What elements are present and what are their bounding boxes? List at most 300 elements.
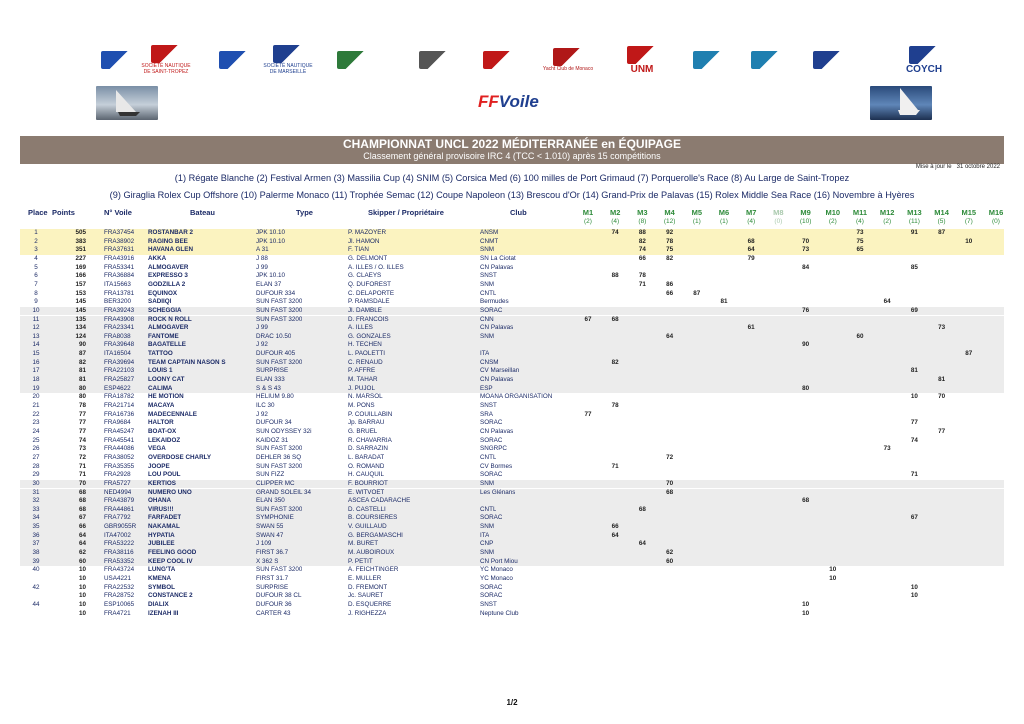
table-row <box>20 540 1004 549</box>
race-score-cell: 71 <box>611 462 619 470</box>
col-race: M1 <box>582 208 594 217</box>
place-cell: 21 <box>32 402 40 409</box>
table-row <box>20 238 1004 247</box>
place-cell: 33 <box>32 505 40 513</box>
skipper-cell: L. PAOLETTI <box>348 350 385 358</box>
skipper-cell: P. COUILLABIN <box>348 410 393 418</box>
boat-name-cell: SCHEGGIA <box>148 306 182 314</box>
boat-name-cell: JUBILEE <box>148 540 175 548</box>
flag-icon <box>693 51 723 69</box>
table-row <box>20 480 1004 489</box>
table-row <box>20 428 1004 437</box>
col-race-coef: (7) <box>964 218 973 225</box>
race-score-cell: 77 <box>584 410 592 418</box>
boat-name-cell: BOAT-OX <box>148 427 177 435</box>
boat-type-cell: SYMPHONIE <box>256 514 294 522</box>
club-cell: CNMT <box>480 237 499 245</box>
place-cell: 12 <box>32 324 40 332</box>
voile-cell: FRA28752 <box>104 592 135 600</box>
points-cell: 70 <box>78 479 86 487</box>
race-score-cell: 81 <box>938 376 946 384</box>
race-score-cell: 92 <box>666 229 674 236</box>
regional-logo <box>802 40 854 80</box>
voile-cell: ESP10065 <box>104 600 135 608</box>
voile-cell: FRA18782 <box>104 393 135 401</box>
col-skipper: Skipper / Propriétaire <box>368 208 444 217</box>
place-cell: 16 <box>32 358 40 366</box>
points-cell: 62 <box>78 549 86 557</box>
boat-name-cell: LUNG'TA <box>148 566 176 574</box>
skipper-cell: O. ROMAND <box>348 462 385 470</box>
boat-name-cell: SADIIQI <box>148 298 172 306</box>
col-race: M10 <box>825 208 841 217</box>
race-score-cell: 64 <box>747 246 755 254</box>
sailboat-icon <box>870 86 932 120</box>
voile-cell: FRA39648 <box>104 341 135 349</box>
club-cell: SNM <box>480 332 494 340</box>
voile-cell: FRA37454 <box>104 229 135 236</box>
page-number: 1/2 <box>506 698 518 707</box>
boat-type-cell: JPK 10.10 <box>256 229 286 236</box>
race-score-cell: 10 <box>910 583 918 591</box>
skipper-cell: D. ESQUERRE <box>348 600 392 608</box>
points-cell: 74 <box>78 436 86 444</box>
boat-name-cell: HE MOTION <box>148 393 184 401</box>
table-row <box>20 246 1004 255</box>
place-cell: 27 <box>32 453 40 461</box>
points-cell: 72 <box>78 453 86 461</box>
race-score-cell: 66 <box>666 289 674 297</box>
place-cell: 23 <box>32 419 40 427</box>
place-cell: 5 <box>34 263 38 271</box>
table-row <box>20 549 1004 558</box>
club-cell: CNP <box>480 540 494 548</box>
voile-cell: FRA4721 <box>104 609 131 617</box>
points-cell: 77 <box>78 419 86 427</box>
place-cell: 34 <box>32 514 40 522</box>
points-cell: 71 <box>78 462 86 470</box>
col-race-coef: (1) <box>692 218 701 225</box>
voile-cell: ITA16504 <box>104 350 131 358</box>
club-cell: SORAC <box>480 583 503 591</box>
race-score-cell: 70 <box>666 479 674 487</box>
table-row <box>20 341 1004 350</box>
title-band <box>20 136 1004 164</box>
points-cell: 68 <box>78 505 86 513</box>
flag-icon <box>627 46 657 64</box>
race-score-cell: 10 <box>965 237 973 245</box>
voile-cell: FRA43879 <box>104 497 135 505</box>
points-cell: 169 <box>75 263 86 271</box>
skipper-cell: G. DELMONT <box>348 254 388 262</box>
race-score-cell: 72 <box>666 453 674 461</box>
sailboat-icon <box>96 86 158 120</box>
voile-cell: NED4994 <box>104 488 132 496</box>
col-bateau: Bateau <box>190 208 216 217</box>
boat-type-cell: J 92 <box>256 341 268 349</box>
boat-name-cell: CONSTANCE 2 <box>148 592 193 600</box>
boat-name-cell: IZENAH III <box>148 609 179 617</box>
boat-name-cell: ROSTANBAR 2 <box>148 229 194 236</box>
col-race-coef: (10) <box>799 218 812 225</box>
boat-name-cell: LOONY CAT <box>148 376 185 384</box>
skipper-cell: G. CLAEYS <box>348 272 382 280</box>
table-row <box>20 272 1004 281</box>
race-score-cell: 71 <box>910 471 918 479</box>
boat-name-cell: ROCK N ROLL <box>148 315 192 323</box>
skipper-cell: P. MAZOYER <box>348 229 387 236</box>
table-row <box>20 523 1004 532</box>
place-cell: 3 <box>34 246 38 254</box>
race-score-cell: 60 <box>666 557 674 565</box>
col-race: M6 <box>718 208 730 217</box>
place-cell: 1 <box>34 229 38 236</box>
club-cell: SNM <box>480 479 494 487</box>
table-row <box>20 506 1004 515</box>
place-cell: 9 <box>34 298 38 306</box>
boat-type-cell: SUN FAST 3200 <box>256 566 303 574</box>
boat-type-cell: J 109 <box>256 540 272 548</box>
points-cell: 77 <box>78 410 86 418</box>
points-cell: 64 <box>78 531 86 539</box>
boat-name-cell: ALMOGAVER <box>148 324 189 332</box>
points-cell: 67 <box>78 514 86 522</box>
compagnie-logo <box>408 40 460 80</box>
table-row <box>20 584 1004 593</box>
voile-cell: FRA13781 <box>104 289 135 297</box>
boat-type-cell: GRAND SOLEIL 34 <box>256 488 312 496</box>
boat-type-cell: SURPRISE <box>256 367 289 375</box>
points-cell: 81 <box>78 367 86 375</box>
place-cell: 28 <box>32 462 40 470</box>
boat-type-cell: JPK 10.10 <box>256 272 286 280</box>
boat-name-cell: LOU POUL <box>148 471 181 479</box>
col-points: Points <box>52 208 75 217</box>
place-cell: 13 <box>32 332 40 340</box>
points-cell: 145 <box>75 306 86 314</box>
col-type: Type <box>296 208 313 217</box>
boat-type-cell: FIRST 31.7 <box>256 575 289 582</box>
points-cell: 153 <box>75 289 86 297</box>
page-subtitle: Classement général provisoire IRC 4 (TCC < 1.010) après 15 compétitions <box>363 151 661 161</box>
sailing-photo-left <box>96 86 158 120</box>
logo-caption: SOCIÉTÉ NAUTIQUE DE MARSEILLE <box>263 63 313 75</box>
col-race-coef: (4) <box>856 218 864 225</box>
points-cell: 80 <box>78 393 86 401</box>
skipper-cell: D. CASTELLI <box>348 505 386 513</box>
race-score-cell: 82 <box>611 358 619 366</box>
race-score-cell: 68 <box>638 505 646 513</box>
boat-name-cell: NUMERO UNO <box>148 488 192 496</box>
race-score-cell: 79 <box>747 254 755 262</box>
flag-icon <box>483 51 513 69</box>
boat-name-cell: HYPATIA <box>148 531 175 539</box>
flag-icon <box>553 48 583 66</box>
race-score-cell: 88 <box>638 229 646 236</box>
race-score-cell: 66 <box>638 254 646 262</box>
table-row <box>20 281 1004 290</box>
skipper-cell: R. CHAVARRIA <box>348 436 392 444</box>
club-pennant-logo <box>208 40 260 80</box>
points-cell: 68 <box>78 497 86 505</box>
place-cell: 29 <box>32 471 40 479</box>
club-cell: CN Palavas <box>480 324 514 332</box>
skipper-cell: D. FRANCOIS <box>348 315 389 323</box>
table-row <box>20 290 1004 299</box>
boat-name-cell: KERTIOS <box>148 479 176 487</box>
col-race-coef: (2) <box>828 218 837 225</box>
skipper-cell: E. WITVOET <box>348 488 385 496</box>
race-score-cell: 10 <box>910 393 918 401</box>
points-cell: 66 <box>78 523 86 531</box>
race-score-cell: 10 <box>829 575 837 582</box>
points-cell: 135 <box>75 315 86 323</box>
col-place: Place <box>28 208 48 217</box>
points-cell: 505 <box>75 229 86 236</box>
table-row <box>20 307 1004 316</box>
skipper-cell: Jl. DAMBLE <box>348 306 382 314</box>
logo-caption: Yacht Club de Monaco <box>542 66 594 72</box>
boat-type-cell: SUN FIZZ <box>256 471 285 479</box>
skipper-cell: F. BOURRIOT <box>348 479 388 487</box>
skipper-cell: ASCEA CADARACHE <box>348 497 411 505</box>
race-score-cell: 68 <box>666 488 674 496</box>
snsp-logo <box>140 40 192 80</box>
voile-cell: FRA53352 <box>104 557 135 565</box>
race-score-cell: 78 <box>666 237 674 245</box>
club-cell: CNSM <box>480 358 499 366</box>
col-race-coef: (8) <box>638 218 647 225</box>
club-cell: CNTL <box>480 505 497 513</box>
skipper-cell: D. SARRAZIN <box>348 445 388 453</box>
race-score-cell: 71 <box>638 280 646 288</box>
place-cell: 18 <box>32 376 40 384</box>
place-cell: 40 <box>32 566 40 574</box>
skipper-cell: P. PETIT <box>348 557 373 565</box>
boat-type-cell: CLIPPER MC <box>256 479 295 487</box>
points-cell: 80 <box>78 384 86 392</box>
table-row <box>20 229 1004 238</box>
club-cell: SNGRPC <box>480 445 507 453</box>
place-cell: 14 <box>32 341 40 349</box>
flag-icon <box>101 51 131 69</box>
race-score-cell: 80 <box>802 384 810 392</box>
boat-type-cell: DUFOUR 334 <box>256 289 296 297</box>
coych-logo <box>898 40 950 80</box>
skipper-cell: J. RIGHEZZA <box>348 609 387 617</box>
table-row <box>20 575 1004 584</box>
voile-cell: ITA15663 <box>104 280 131 288</box>
boat-name-cell: MADECENNALE <box>148 410 197 418</box>
boat-type-cell: SWAN 47 <box>256 531 284 539</box>
race-score-cell: 67 <box>910 514 918 522</box>
page-title: CHAMPIONNAT UNCL 2022 MÉDITERRANÉE en ÉQUIPAGE <box>342 137 682 151</box>
place-cell: 36 <box>32 531 40 539</box>
table-row <box>20 393 1004 402</box>
race-score-cell: 74 <box>638 246 646 254</box>
boat-type-cell: S & S 43 <box>256 384 281 392</box>
table-row <box>20 367 1004 376</box>
voile-cell: BER3200 <box>104 298 131 306</box>
boat-name-cell: TATTOO <box>148 350 173 358</box>
club-cell: YC Monaco <box>480 575 513 582</box>
boat-name-cell: MACAYA <box>148 402 175 409</box>
boat-name-cell: FANTOME <box>148 332 179 340</box>
points-cell: 10 <box>78 583 86 591</box>
race-score-cell: 82 <box>638 237 646 245</box>
voile-cell: FRA22103 <box>104 367 135 375</box>
skipper-cell: C. RENAUD <box>348 358 383 366</box>
boat-name-cell: CALIMA <box>148 384 173 392</box>
boat-type-cell: X 362 S <box>256 557 279 565</box>
ffvoile-logo: FFVoile <box>478 92 539 111</box>
skipper-cell: P. AFFRE <box>348 367 376 375</box>
boat-type-cell: J 88 <box>256 254 268 262</box>
place-cell: 17 <box>32 367 40 375</box>
voile-cell: FRA2928 <box>104 471 131 479</box>
yacht-club-logo <box>326 40 378 80</box>
voile-cell: FRA25827 <box>104 376 135 384</box>
race-score-cell: 91 <box>910 229 918 236</box>
table-row <box>20 359 1004 368</box>
race-score-cell: 68 <box>611 315 619 323</box>
boat-type-cell: SUN FAST 3200 <box>256 358 303 366</box>
voile-cell: GBR9055R <box>104 523 137 531</box>
race-score-cell: 68 <box>747 237 755 245</box>
club-cell: SN La Ciotat <box>480 254 516 262</box>
place-cell: 10 <box>32 306 40 314</box>
race-score-cell: 62 <box>666 549 674 557</box>
skipper-cell: Jc. SAURET <box>348 592 384 600</box>
voile-cell: FRA43908 <box>104 315 135 323</box>
col-race: M4 <box>664 208 675 217</box>
yc-mondes-logo <box>90 40 142 80</box>
col-race: M12 <box>879 208 895 217</box>
place-cell: 24 <box>32 427 40 435</box>
boat-type-cell: J 92 <box>256 410 268 418</box>
race-score-cell: 73 <box>883 445 891 453</box>
race-score-cell: 75 <box>856 237 864 245</box>
voile-cell: FRA35355 <box>104 462 135 470</box>
skipper-cell: A. FEICHTINGER <box>348 566 399 574</box>
logo-caption: SOCIÉTÉ NAUTIQUE DE SAINT-TROPEZ <box>141 63 191 75</box>
club-cell: SORAC <box>480 514 503 522</box>
table-row <box>20 333 1004 342</box>
points-cell: 78 <box>78 402 86 409</box>
flag-icon <box>751 51 781 69</box>
club-cell: SNST <box>480 272 497 280</box>
boat-type-cell: DUFOUR 405 <box>256 350 296 358</box>
boat-name-cell: RAGING BEE <box>148 237 188 245</box>
skipper-cell: M. AUBOIROUX <box>348 549 395 557</box>
boat-type-cell: JPK 10.10 <box>256 237 286 245</box>
voile-cell: FRA16736 <box>104 410 135 418</box>
col-race-coef: (2) <box>883 218 892 225</box>
race-score-cell: 10 <box>802 600 810 608</box>
boat-name-cell: BAGATELLE <box>148 341 187 349</box>
table-row <box>20 255 1004 264</box>
skipper-cell: G. BRUEL <box>348 427 378 435</box>
club-cell: SRA <box>480 410 493 418</box>
place-cell: 15 <box>32 350 40 358</box>
points-cell: 77 <box>78 427 86 435</box>
voile-cell: FRA39694 <box>104 358 135 366</box>
points-cell: 68 <box>78 488 86 496</box>
race-score-cell: 73 <box>856 229 864 236</box>
skipper-cell: G. GONZALES <box>348 332 391 340</box>
points-cell: 383 <box>75 237 86 245</box>
table-row <box>20 514 1004 523</box>
skipper-cell: M. BURET <box>348 540 379 548</box>
place-cell: 31 <box>32 488 40 496</box>
club-cell: CNN <box>480 315 494 323</box>
place-cell: 35 <box>32 523 40 531</box>
place-cell: 30 <box>32 479 40 487</box>
club-cell: SORAC <box>480 436 503 444</box>
race-score-cell: 87 <box>965 350 973 358</box>
race-score-cell: 64 <box>666 332 674 340</box>
boat-name-cell: VEGA <box>148 445 166 453</box>
race-score-cell: 10 <box>829 566 837 574</box>
skipper-cell: E. MULLER <box>348 575 382 582</box>
col-race: M5 <box>691 208 702 217</box>
club-cell: CV Bormes <box>480 462 513 470</box>
boat-type-cell: SWAN 55 <box>256 523 284 531</box>
club-cell: Neptune Club <box>480 609 519 617</box>
club-cell: CN Palavas <box>480 427 514 435</box>
club-cell: Les Glénans <box>480 488 516 496</box>
club-cell: ITA <box>480 531 490 539</box>
skipper-cell: C. DELAPORTE <box>348 289 395 297</box>
club-cell: CV Marseillan <box>480 367 520 375</box>
boat-name-cell: KEEP COOL IV <box>148 557 193 565</box>
boat-name-cell: HALTOR <box>148 419 174 427</box>
points-cell: 10 <box>78 592 86 600</box>
col-race: M13 <box>907 208 922 217</box>
flag-icon <box>337 51 367 69</box>
race-score-cell: 61 <box>747 324 755 332</box>
points-cell: 227 <box>75 254 86 262</box>
boat-name-cell: SYMBOL <box>148 583 175 591</box>
place-cell: 2 <box>34 237 38 245</box>
skipper-cell: Q. DUFOREST <box>348 280 392 288</box>
club-cell: YC Monaco <box>480 566 513 574</box>
race-score-cell: 73 <box>802 246 810 254</box>
club-cell: SORAC <box>480 592 503 600</box>
table-row <box>20 376 1004 385</box>
boat-type-cell: A 31 <box>256 246 269 254</box>
boat-name-cell: OHANA <box>148 497 172 505</box>
boat-type-cell: ILC 30 <box>256 402 275 409</box>
voile-cell: FRA5727 <box>104 479 131 487</box>
points-cell: 134 <box>75 324 86 332</box>
club-cell: Bermudes <box>480 298 509 306</box>
table-row <box>20 324 1004 333</box>
club-cell: SNM <box>480 280 494 288</box>
ycm-logo <box>542 40 594 80</box>
boat-name-cell: FARFADET <box>148 514 182 522</box>
flag-icon <box>419 51 449 69</box>
skipper-cell: Jp. BARRAU <box>348 419 385 427</box>
boat-type-cell: DUFOUR 38 CL <box>256 592 302 600</box>
skipper-cell: H. TECHEN <box>348 341 382 349</box>
boat-name-cell: ALMOGAVER <box>148 263 189 271</box>
voile-cell: FRA53222 <box>104 540 135 548</box>
boat-type-cell: J 99 <box>256 263 268 271</box>
table-row <box>20 601 1004 610</box>
club-cell: SORAC <box>480 306 503 314</box>
boat-type-cell: DEHLER 36 SQ <box>256 453 302 461</box>
